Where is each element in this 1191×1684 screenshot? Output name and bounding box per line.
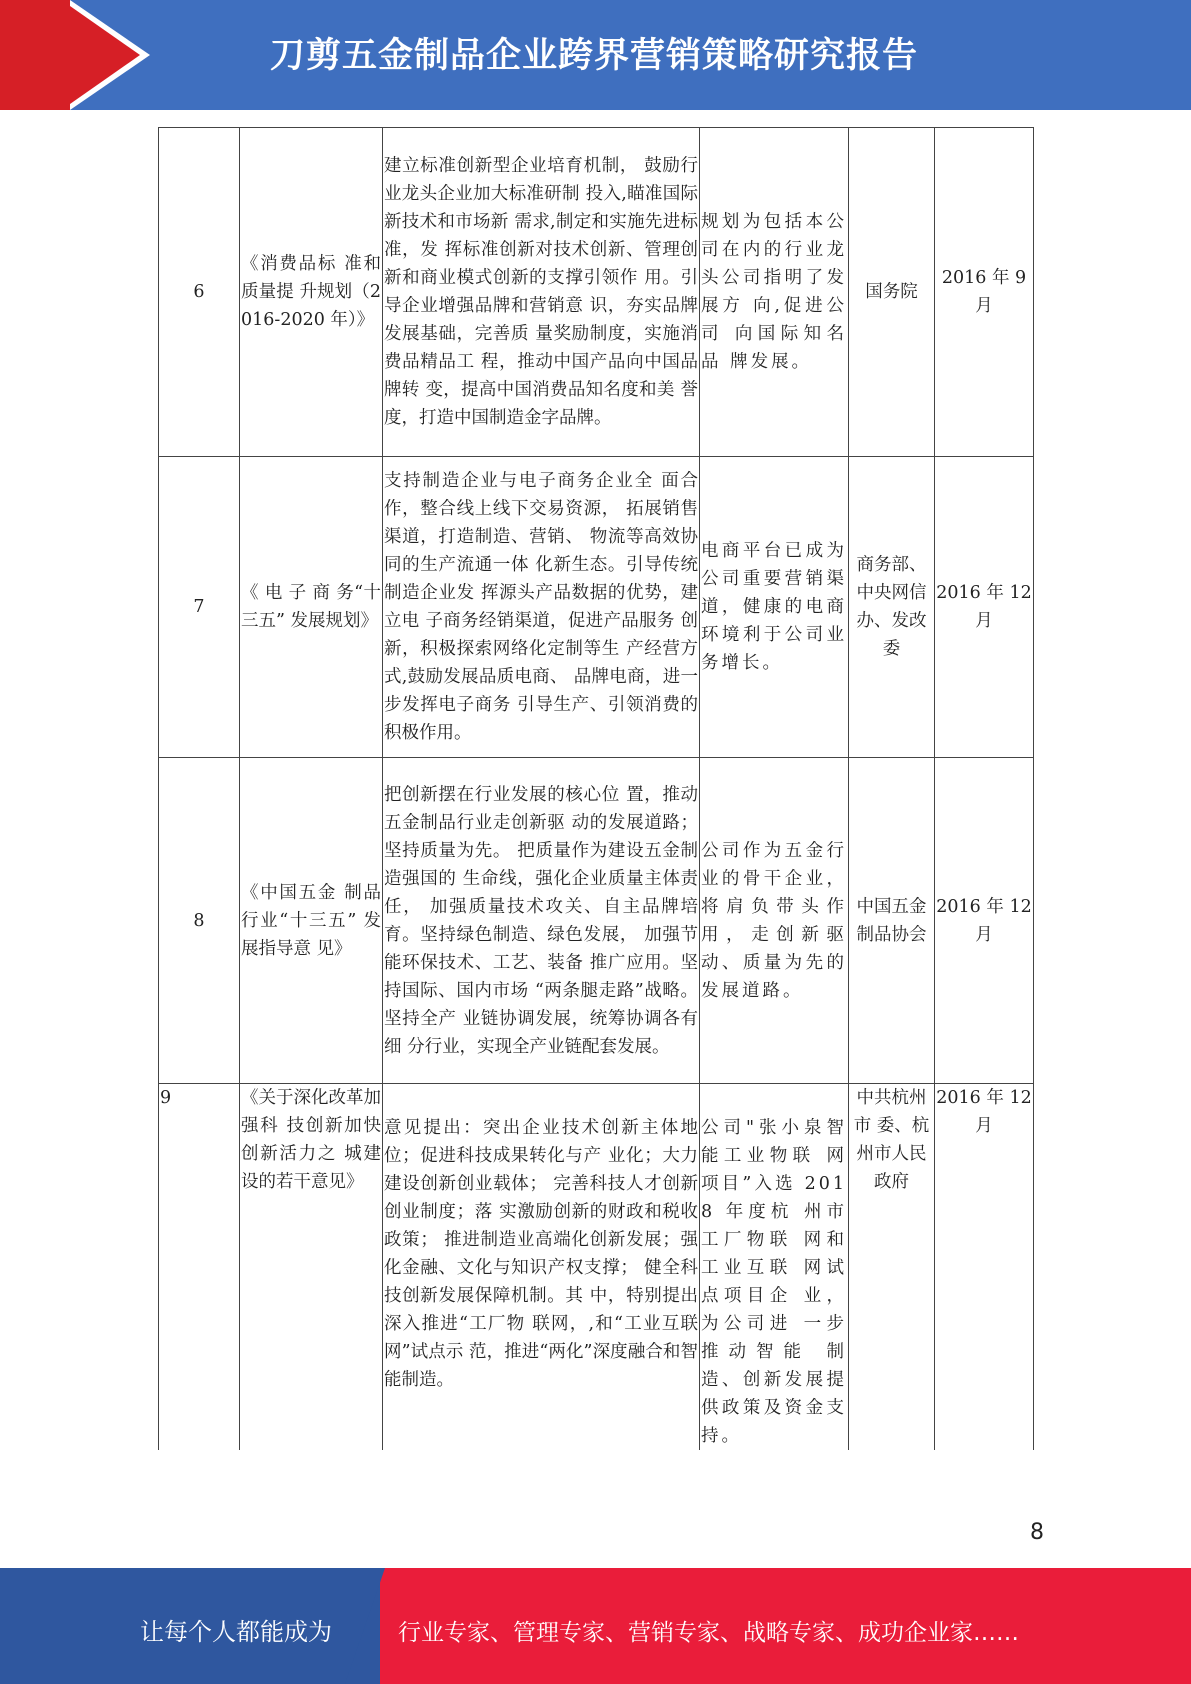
page-header <box>0 0 1191 110</box>
row-number: 6 <box>159 128 240 457</box>
page-footer <box>0 1568 1191 1684</box>
footer-slant <box>345 1568 385 1684</box>
footer-slogan-right: 行业专家、管理专家、营销专家、战略专家、成功企业家…… <box>398 1620 1019 1646</box>
policy-date: 2016 年 9 月 <box>935 128 1034 457</box>
row-number: 8 <box>159 758 240 1084</box>
policy-content: 意见提出：突出企业技术创新主体地位；促进科技成果转化与产 业化；大力建设创新创业载体； 完善科技人才创新创业制度；落 实激励创新的财政和税收政策； 推进制造业高端化创新发展；强 化金融、文化与知识产权支撑； 健全科技创新发展保障机制。其 中，特别提出深入推进“工厂物 联网，,和“工业互联网”试点示 范，推进“两化”深度融合和智 能制造。 <box>383 1084 700 1451</box>
report-title: 刀剪五金制品企业跨界营销策略研究报告 <box>270 36 919 76</box>
table-row <box>159 758 1034 1084</box>
table-row <box>159 128 1034 457</box>
table-row <box>159 1084 1034 1451</box>
policy-date: 2016 年 12 月 <box>935 758 1034 1084</box>
policy-issuer: 中共杭州市 委、杭州市人民政府 <box>849 1084 935 1451</box>
policy-date: 2016 年 12 月 <box>935 1084 1034 1451</box>
policy-date: 2016 年 12 月 <box>935 457 1034 758</box>
policy-table <box>158 127 1034 1450</box>
policy-content: 支持制造企业与电子商务企业全 面合作，整合线上线下交易资源， 拓展销售渠道，打造制造、营销、 物流等高效协同的生产流通一体 化新生态。引导传统制造企业发 挥源头产品数据的优势，建立电 子商务经销渠道，促进产品服务 创新，积极探索网络化定制等生 产经营方式,鼓励发展品质电商、 品牌电商，进一步发挥电子商务 引导生产、引领消费的积极作用。 <box>383 457 700 758</box>
page-number: 8 <box>1030 1520 1044 1545</box>
footer-slogan-left: 让每个人都能成为 <box>140 1618 332 1646</box>
row-number: 9 <box>159 1084 240 1451</box>
policy-significance: 公司"张小泉智能工业物联 网项目”入选 2018 年度杭 州市工厂物联 网和工业互联 网试点项目企 业，为公司进 一步推动智能 制造、创新发展提供政策及资金支持。 <box>700 1084 849 1451</box>
policy-name: 《中国五金 制品行业“十三五” 发展指导意 见》 <box>240 758 383 1084</box>
policy-significance: 电商平台已成为公司重要营销渠道，健康的电商环境利于公司业务增长。 <box>700 457 849 758</box>
header-red-chevron <box>70 6 140 104</box>
policy-content: 建立标准创新型企业培育机制， 鼓励行业龙头企业加大标准研制 投入,瞄准国际新技术和市场新 需求,制定和实施先进标准，发 挥标准创新对技术创新、管理创 新和商业模式创新的支撑引领作 用。引导企业增强品牌和营销意 识，夯实品牌发展基础，完善质 量奖励制度，实施消费品精品工 程，推动中国产品向中国品牌转 变，提高中国消费品知名度和美 誉度，打造中国制造金字品牌。 <box>383 128 700 457</box>
policy-issuer: 中国五金制品协会 <box>849 758 935 1084</box>
policy-significance: 公司作为五金行业的骨干企业，将肩负带头作用，走创新驱动、质量为先的发展道路。 <box>700 758 849 1084</box>
policy-significance: 规划为包括本公司在内的行业龙头公司指明了发展方 向,促进公司 向国际知名品 牌发展。 <box>700 128 849 457</box>
policy-name: 《关于深化改革加强科 技创新加快 创新活力之 城建设的若干意见》 <box>240 1084 383 1451</box>
policy-name: 《消费品标 准和质量提 升规划（2016-2020 年）》 <box>240 128 383 457</box>
policy-name: 《 电 子 商 务“十三五” 发展规划》 <box>240 457 383 758</box>
table-row <box>159 457 1034 758</box>
header-red-block <box>0 0 70 110</box>
policy-content: 把创新摆在行业发展的核心位 置，推动五金制品行业走创新驱 动的发展道路；坚持质量为先。 把质量作为建设五金制造强国的 生命线，强化企业质量主体责任， 加强质量技术攻关、自主品牌培 育。坚持绿色制造、绿色发展， 加强节能环保技术、工艺、装备 推广应用。坚持国际、国内市场 “两条腿走路”战略。坚持全产 业链协调发展，统筹协调各有细 分行业，实现全产业链配套发展。 <box>383 758 700 1084</box>
policy-issuer: 国务院 <box>849 128 935 457</box>
policy-issuer: 商务部、中央网信办、发改委 <box>849 457 935 758</box>
row-number: 7 <box>159 457 240 758</box>
